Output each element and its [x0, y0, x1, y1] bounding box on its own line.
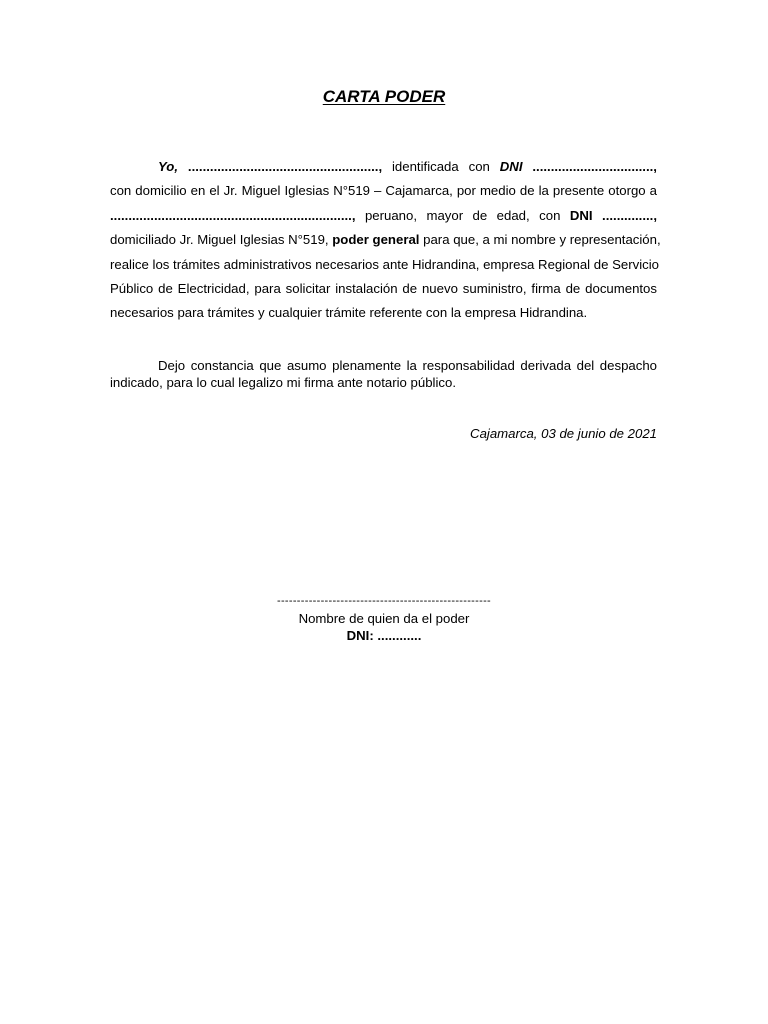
paragraph1-line7: necesarios para trámites y cualquier trámite referente con la empresa Hidrandina. — [110, 305, 588, 321]
signature-block — [0, 592, 768, 644]
signer-name-label: Nombre de quien da el poder — [298, 611, 470, 626]
signer-dni-label — [0, 627, 768, 644]
paragraph1-line4 — [110, 228, 661, 252]
address-text: domiciliado Jr. Miguel Iglesias N°519, — [110, 232, 333, 248]
representative-dni-blank: .............., — [592, 207, 657, 223]
paragraph1-line2: con domicilio en el Jr. Miguel Iglesias N°519 – Cajamarca, por medio de la presente otorgo a — [110, 183, 657, 199]
paragraph1-line5: realice los trámites administrativos necesarios ante Hidrandina, empresa Regional de Servicio — [110, 256, 660, 272]
name-blank: ...................................................., — [187, 159, 383, 174]
signature-line: ------------------------------------------------------ — [276, 595, 491, 607]
identified-text: identificada con — [382, 159, 500, 174]
paragraph1-line6: Público de Electricidad, para solicitar instalación de nuevo suministro, firma de documentos — [110, 281, 657, 297]
dni-blank: ................................., — [522, 159, 657, 174]
place-and-date: Cajamarca, 03 de junio de 2021 — [470, 426, 657, 441]
document-title: CARTA PODER — [322, 87, 446, 106]
paragraph-grant-of-power — [110, 155, 661, 326]
representative-text: peruano, mayor de edad, con — [355, 207, 570, 223]
general-power-text: poder general — [332, 232, 420, 248]
paragraph2-line1 — [110, 357, 657, 374]
dni-label: DNI — [499, 159, 523, 174]
yo-label: Yo, — [158, 159, 188, 174]
paragraph2-line1-text: Dejo constancia que asumo plenamente la responsabilidad derivada del despacho — [158, 358, 657, 373]
paragraph1-line3 — [110, 204, 657, 228]
paragraph-declaration — [110, 357, 657, 391]
signer-dni-text: DNI: ............ — [346, 628, 422, 643]
purpose-text: para que, a mi nombre y representación, — [419, 232, 661, 248]
representative-dni-label: DNI — [569, 207, 593, 223]
paragraph1-line1 — [110, 155, 657, 179]
paragraph2-line2: indicado, para lo cual legalizo mi firma ante notario público. — [110, 375, 456, 390]
representative-blank: .................................................................., — [110, 207, 356, 223]
